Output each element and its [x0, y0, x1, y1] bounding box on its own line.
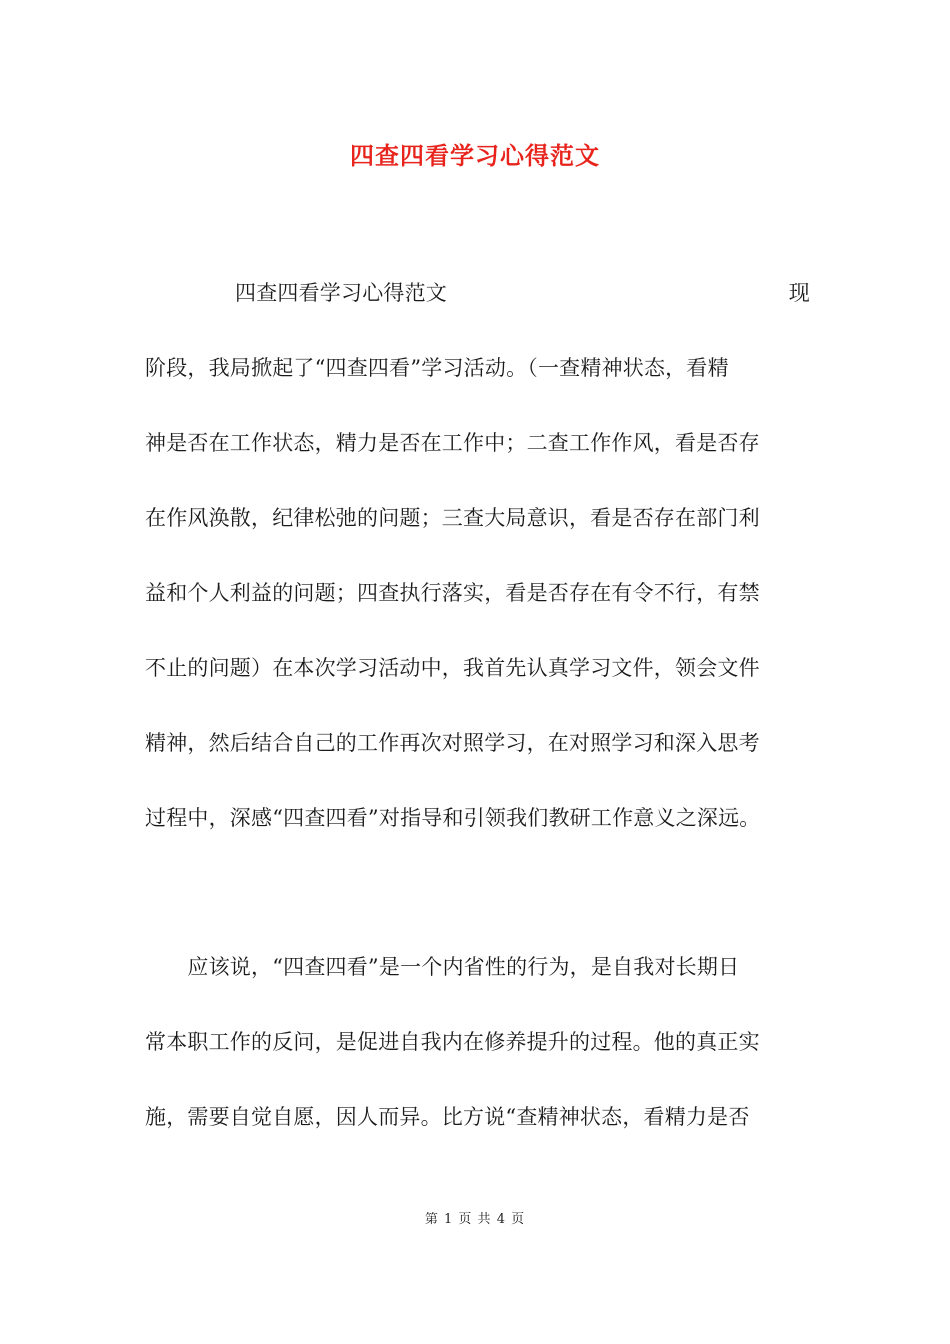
paragraph1-line: 过程中，深感“四查四看”对指导和引领我们教研工作意义之深远。 — [145, 806, 761, 830]
paragraph1-line: 不止的问题）在本次学习活动中，我首先认真学习文件，领会文件 — [145, 656, 760, 680]
paragraph2-line: 常本职工作的反问，是促进自我内在修养提升的过程。他的真正实 — [145, 1030, 760, 1054]
paragraph2-line: 施，需要自觉自愿，因人而异。比方说“查精神状态，看精力是否 — [145, 1105, 750, 1129]
paragraph1-line: 益和个人利益的问题；四查执行落实，看是否存在有令不行，有禁 — [145, 581, 760, 605]
first-line-lead: 四查四看学习心得范文 — [235, 281, 447, 305]
paragraph1-line: 阶段，我局掀起了“四查四看”学习活动。（一查精神状态，看精 — [145, 356, 729, 380]
paragraph1-line: 在作风涣散，纪律松弛的问题；三查大局意识，看是否存在部门利 — [145, 506, 760, 530]
page-footer: 第 1 页 共 4 页 — [424, 1212, 526, 1227]
paragraph-first-line — [145, 278, 810, 308]
document-title: 四查四看学习心得范文 — [350, 141, 600, 170]
paragraph2-line: 应该说，“四查四看”是一个内省性的行为，是自我对长期日 — [145, 955, 740, 979]
paragraph1-line: 神是否在工作状态，精力是否在工作中；二查工作作风，看是否存 — [145, 431, 760, 455]
paragraph1-line: 精神，然后结合自己的工作再次对照学习，在对照学习和深入思考 — [145, 731, 760, 755]
first-line-tail: 现 — [788, 281, 810, 305]
